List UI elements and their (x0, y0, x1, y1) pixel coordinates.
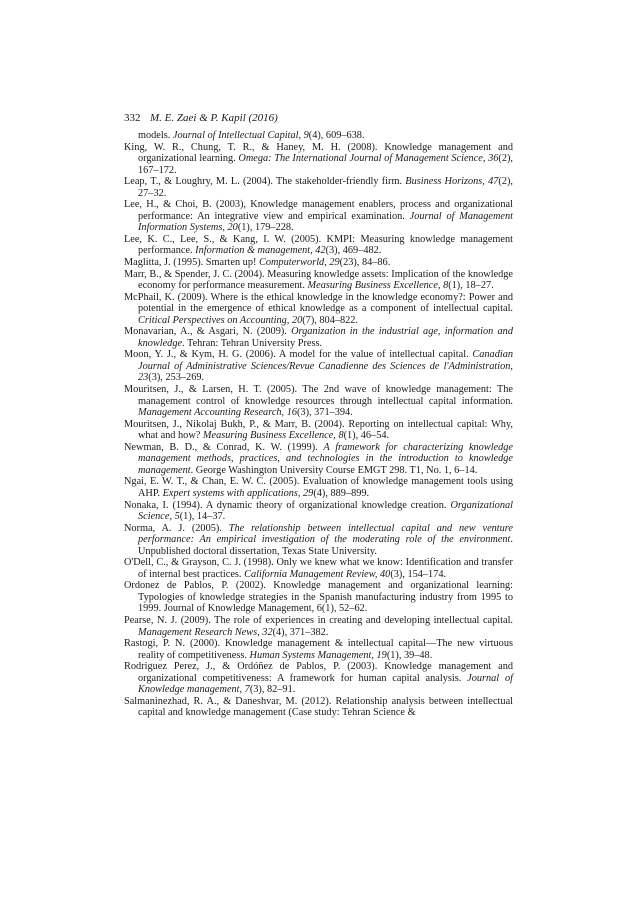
reference-source-italic: Organization in the industrial age, information and knowledge (138, 326, 513, 349)
reference-text: O'Dell, C., & Grayson, C. J. (1998). Only we knew what we know: Identification and transfer of internal best practices. (124, 557, 513, 580)
reference-source-italic: Information & management, 42 (195, 245, 326, 257)
reference-text: (7), 804–822. (302, 314, 359, 326)
reference-text: (3), 154–174. (390, 568, 447, 580)
reference-source-italic: Management Accounting Research, 16 (138, 407, 297, 419)
reference-source-italic: Critical Perspectives on Accounting, 20 (138, 314, 303, 326)
reference-text: (2), 167–172. (138, 153, 513, 176)
reference-text: Lee, H., & Choi, B. (2003), Knowledge management enablers, process and organizational performance: An integrative view and empirical examination. (124, 199, 513, 222)
reference-text: Mouritsen, J., & Larsen, H. T. (2005). The 2nd wave of knowledge management: The management control of knowledge resources through intellectual capital information. (124, 384, 513, 407)
reference-entry (124, 326, 513, 349)
reference-text: Rodriguez Perez, J., & Ordóñez de Pablos, P. (2003). Knowledge management and organizational competitiveness: A framework for human capital analysis. (124, 661, 513, 684)
reference-text: Mouritsen, J., Nikolaj Bukh, P., & Marr, B. (2004). Reporting on intellectual capital: Why, what and how? (124, 418, 513, 442)
reference-text: (1), 39–48. (386, 649, 433, 661)
reference-text: Monavarian, A., & Asgari, N. (2009). (124, 326, 292, 338)
page-number: 332 (124, 112, 141, 124)
reference-entry (124, 442, 513, 477)
reference-entry (124, 234, 513, 257)
reference-source-italic: The relationship between intellectual capital and new venture performance: An empirical investigation of the moderating role of the environment (138, 522, 513, 546)
reference-source-italic: California Management Review, 40 (244, 568, 391, 580)
reference-entry (124, 384, 513, 419)
reference-text: Salmaninezhad, R. A., & Daneshvar, M. (2012). Relationship analysis between intellectual capital and knowledge management (Case study: Tehran Science & (124, 695, 513, 719)
reference-entry (124, 419, 513, 442)
reference-source-italic: A framework for characterizing knowledge management methods, practices, and technologies in the introduction to knowledge management (138, 441, 513, 476)
reference-entry (124, 557, 513, 580)
reference-entry (124, 476, 513, 499)
page-header (124, 111, 278, 125)
reference-text: Norma, A. J. (2005). (124, 522, 229, 534)
reference-source-italic: Measuring Business Excellence, 8 (202, 430, 344, 442)
reference-text: (2), 27–32. (138, 176, 513, 199)
reference-text: Nonaka, I. (1994). A dynamic theory of organizational knowledge creation. (124, 499, 451, 511)
reference-entry (124, 661, 513, 696)
reference-text: (3), 371–394. (297, 407, 353, 419)
reference-source-italic: Journal of Management Information Systems, 20 (138, 210, 514, 234)
reference-text: models. (138, 130, 173, 141)
reference-text: Ordonez de Pablos, P. (2002). Knowledge management and organizational learning: Typologies of knowledge strategies in the Spanish manufacturing industry from 1995 to 1999. Journal of Knowledge Management, 6(1), 52–62. (124, 580, 513, 615)
reference-source-italic: Organizational Science, 5 (138, 499, 513, 523)
reference-entry (124, 176, 513, 199)
reference-text: (4), 889–899. (313, 487, 370, 499)
reference-text: (1), 46–54. (343, 430, 390, 442)
reference-text: (1), 179–228. (237, 222, 294, 234)
reference-source-italic: Human Systems Management, 19 (249, 649, 387, 661)
reference-list (124, 130, 513, 719)
reference-text: Lee, K. C., Lee, S., & Kang, I. W. (2005). KMPI: Measuring knowledge management performance. (124, 233, 513, 257)
reference-text: Newman, B. D., & Conrad, K. W. (1999). (124, 441, 324, 453)
reference-source-italic: Canadian Journal of Administrative Sciences/Revue Canadienne des Sciences de l'Administration, 23 (138, 349, 513, 384)
reference-source-italic: Omega: The International Journal of Management Science, 36 (238, 153, 499, 165)
reference-entry (124, 580, 513, 615)
reference-entry (124, 615, 513, 638)
running-title: M. E. Zaei & P. Kapil (2016) (150, 112, 278, 124)
reference-entry (124, 349, 513, 384)
reference-text: Maglitta, J. (1995). Smarten up! (124, 257, 259, 269)
reference-source-italic: Management Research News, 32 (138, 626, 273, 638)
reference-text: (3), 82–91. (249, 684, 296, 696)
reference-text: . George Washington University Course EMGT 298. T1, No. 1, 6–14. (190, 464, 478, 476)
reference-text: (3), 469–482. (325, 245, 382, 257)
reference-source-italic: Measuring Business Excellence, 8 (307, 280, 449, 292)
reference-text: (23), 84–86. (339, 257, 391, 269)
reference-source-italic: Expert systems with applications, 29 (162, 487, 314, 499)
reference-entry (124, 269, 513, 292)
reference-text: Ngai, E. W. T., & Chan, E. W. C. (2005). Evaluation of knowledge management tools using AHP. (124, 476, 513, 499)
reference-entry (124, 500, 513, 523)
reference-entry (124, 199, 513, 234)
reference-text: (1), 14–37. (179, 511, 226, 523)
reference-source-italic: Computerworld, 29 (258, 257, 340, 269)
reference-text: . Tehran: Tehran University Press. (182, 337, 323, 349)
reference-text: Leap, T., & Loughry, M. L. (2004). The stakeholder-friendly firm. (124, 176, 406, 188)
reference-text: Rastogi, P. N. (2000). Knowledge management & intellectual capital—The new virtuous reality of competitiveness. (124, 638, 513, 661)
reference-entry (124, 696, 513, 719)
reference-entry (124, 523, 513, 558)
reference-text: Marr, B., & Spender, J. C. (2004). Measuring knowledge assets: Implication of the knowledge economy for performance measurement. (124, 268, 513, 292)
reference-text: (1), 18–27. (448, 280, 494, 292)
reference-entry (124, 130, 513, 142)
reference-entry (124, 292, 513, 327)
reference-text: (3), 253–269. (148, 372, 205, 384)
reference-entry (124, 257, 513, 269)
reference-source-italic: Business Horizons, 47 (405, 176, 499, 188)
reference-text: (4), 371–382. (272, 626, 329, 638)
reference-text: . Unpublished doctoral dissertation, Texas State University. (138, 534, 513, 557)
reference-text: (4), 609–638. (308, 130, 365, 141)
reference-text: Pearse, N. J. (2009). The role of experiences in creating and developing intellectual capital. (124, 614, 513, 626)
reference-text: Moon, Y. J., & Kym, H. G. (2006). A model for the value of intellectual capital. (124, 349, 473, 361)
reference-text: King, W. R., Chung, T. R., & Haney, M. H. (2008). Knowledge management and organizational learning. (124, 141, 513, 165)
reference-entry (124, 142, 513, 177)
reference-entry (124, 638, 513, 661)
reference-text: McPhail, K. (2009). Where is the ethical knowledge in the knowledge economy?: Power and potential in the emergence of ethical knowledge as a component of intellectual capital. (124, 291, 513, 315)
reference-source-italic: Journal of Knowledge management, 7 (138, 672, 513, 696)
reference-source-italic: Journal of Intellectual Capital, 9 (172, 130, 309, 141)
